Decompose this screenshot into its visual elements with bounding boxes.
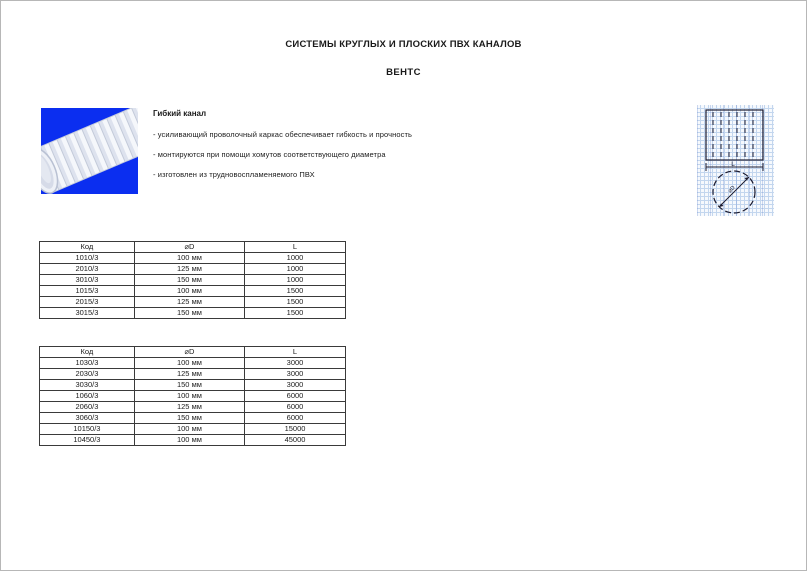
page-title: СИСТЕМЫ КРУГЛЫХ И ПЛОСКИХ ПВХ КАНАЛОВ: [285, 39, 522, 50]
product-feature: - усиливающий проволочный каркас обеспечивает гибкость и прочность: [153, 130, 413, 139]
technical-drawing: [697, 105, 774, 216]
col-header-diameter: ⌀D: [134, 242, 244, 253]
table-header-row: [40, 347, 346, 358]
duct-dimension-sketch: [697, 105, 774, 216]
product-feature: - изготовлен из трудновоспламеняемого ПВХ: [153, 170, 315, 179]
flexible-duct-image: [41, 108, 138, 194]
table-row: [40, 424, 346, 435]
table-cell: 150 мм: [134, 275, 244, 286]
table-cell: 150 мм: [134, 380, 244, 391]
spec-table-long: [39, 346, 346, 446]
table-cell: 1060/3: [40, 391, 135, 402]
table-cell: 1000: [245, 253, 346, 264]
spec-table-1m: [39, 241, 346, 319]
table-cell: 3000: [245, 380, 346, 391]
table-cell: 10450/3: [40, 435, 135, 446]
table-cell: 2010/3: [40, 264, 135, 275]
table-cell: 150 мм: [134, 308, 244, 319]
table-cell: 1010/3: [40, 253, 135, 264]
table-row: [40, 380, 346, 391]
table-cell: 10150/3: [40, 424, 135, 435]
table-row: [40, 308, 346, 319]
table-cell: 1500: [245, 297, 346, 308]
table-row: [40, 402, 346, 413]
table-cell: 125 мм: [134, 264, 244, 275]
table-row: [40, 358, 346, 369]
table-row: [40, 275, 346, 286]
table-row: [40, 413, 346, 424]
table-cell: 1500: [245, 286, 346, 297]
table-cell: 6000: [245, 402, 346, 413]
table-cell: 100 мм: [134, 358, 244, 369]
table-cell: 3015/3: [40, 308, 135, 319]
product-photo: [41, 108, 138, 194]
table-cell: 15000: [245, 424, 346, 435]
col-header-length: L: [245, 347, 346, 358]
table-row: [40, 264, 346, 275]
table-cell: 3060/3: [40, 413, 135, 424]
product-name: Гибкий канал: [153, 109, 207, 118]
table-cell: 1000: [245, 264, 346, 275]
col-header-code: Код: [40, 242, 135, 253]
table-row: [40, 286, 346, 297]
table-row: [40, 253, 346, 264]
table-cell: 100 мм: [134, 391, 244, 402]
brand-title: ВЕНТС: [386, 67, 421, 78]
length-dimension-label: L: [731, 161, 735, 168]
col-header-code: Код: [40, 347, 135, 358]
table-row: [40, 435, 346, 446]
table-cell: 45000: [245, 435, 346, 446]
table-cell: 2060/3: [40, 402, 135, 413]
table-cell: 3000: [245, 369, 346, 380]
table-row: [40, 391, 346, 402]
table-row: [40, 297, 346, 308]
product-description: [153, 109, 573, 190]
table-cell: 6000: [245, 391, 346, 402]
table-cell: 125 мм: [134, 369, 244, 380]
table-header-row: [40, 242, 346, 253]
table-cell: 1015/3: [40, 286, 135, 297]
table-cell: 1500: [245, 308, 346, 319]
table-cell: 100 мм: [134, 286, 244, 297]
table-row: [40, 369, 346, 380]
diameter-dimension-label: ⌀D: [727, 185, 737, 195]
table-cell: 3010/3: [40, 275, 135, 286]
table-cell: 2030/3: [40, 369, 135, 380]
table-cell: 100 мм: [134, 424, 244, 435]
col-header-diameter: ⌀D: [134, 347, 244, 358]
table-cell: 1030/3: [40, 358, 135, 369]
table-cell: 150 мм: [134, 413, 244, 424]
table-cell: 125 мм: [134, 402, 244, 413]
table-cell: 3000: [245, 358, 346, 369]
col-header-length: L: [245, 242, 346, 253]
table-cell: 3030/3: [40, 380, 135, 391]
table-cell: 100 мм: [134, 253, 244, 264]
table-cell: 6000: [245, 413, 346, 424]
table-cell: 100 мм: [134, 435, 244, 446]
table-cell: 125 мм: [134, 297, 244, 308]
table-cell: 1000: [245, 275, 346, 286]
table-cell: 2015/3: [40, 297, 135, 308]
product-feature: - монтируются при помощи хомутов соответствующего диаметра: [153, 150, 386, 159]
